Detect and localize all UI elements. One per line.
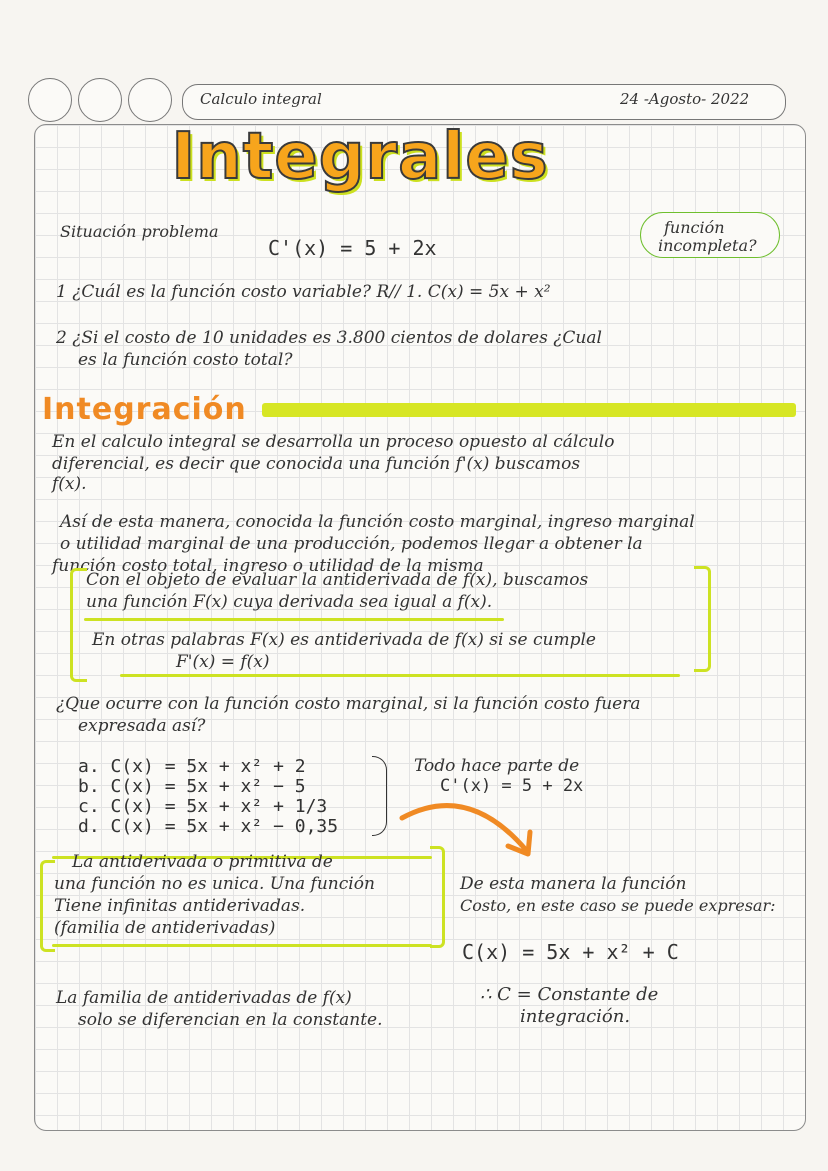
paragraph-2-line-3: función costo total, ingreso o utilidad de la misma xyxy=(52,556,484,576)
bubble-text-2: incompleta? xyxy=(658,236,757,255)
box1-underline-2 xyxy=(120,674,680,677)
box1-line-3: En otras palabras F(x) es antiderivada de f(x) si se cumple xyxy=(92,630,596,650)
right-text-line-2: Costo, en este caso se puede expresar: xyxy=(460,896,776,915)
option-c: c. C(x) = 5x + x² + 1/3 xyxy=(78,796,328,817)
decor-circle-2 xyxy=(78,78,122,122)
box2-underline-bottom xyxy=(52,944,432,947)
box1-line-4: F'(x) = f(x) xyxy=(176,652,270,672)
constant-line-2: integración. xyxy=(520,1006,631,1027)
box2-right-bracket xyxy=(430,846,445,948)
page-title: Integrales xyxy=(171,120,549,194)
option-d: d. C(x) = 5x + x² − 0,35 xyxy=(78,816,339,837)
family-line-1: La familia de antiderivadas de f(x) xyxy=(56,988,352,1008)
decor-circle-3 xyxy=(128,78,172,122)
box2-left-bracket xyxy=(40,860,55,952)
box1-left-bracket xyxy=(70,568,87,682)
final-formula: C(x) = 5x + x² + C xyxy=(462,940,679,964)
intro-line-1: En el calculo integral se desarrolla un proceso opuesto al cálculo xyxy=(52,432,615,452)
option-a: a. C(x) = 5x + x² + 2 xyxy=(78,756,306,777)
intro-line-2: diferencial, es decir que conocida una función f'(x) buscamos xyxy=(52,454,581,474)
family-line-2: solo se diferencian en la constante. xyxy=(78,1010,383,1030)
right-text-line-1: De esta manera la función xyxy=(460,874,687,894)
question-3-line-2: expresada así? xyxy=(78,716,206,736)
box2-line-1: La antiderivada o primitiva de xyxy=(72,852,333,872)
intro-line-3: f(x). xyxy=(52,474,87,494)
box2-line-4: (familia de antiderivadas) xyxy=(54,918,276,938)
paragraph-2-line-2: o utilidad marginal de una producción, podemos llegar a obtener la xyxy=(60,534,643,554)
box2-line-2: una función no es unica. Una función xyxy=(54,874,375,894)
constant-line-1: ∴ C = Constante de xyxy=(480,984,659,1005)
question-3-line-1: ¿Que ocurre con la función costo marginal, si la función costo fuera xyxy=(56,694,641,714)
box1-line-1: Con el objeto de evaluar la antiderivada de f(x), buscamos xyxy=(86,570,589,590)
question-2-line-1: 2 ¿Si el costo de 10 unidades es 3.800 cientos de dolares ¿Cual xyxy=(56,328,602,348)
date-label: 24 -Agosto- 2022 xyxy=(620,90,750,108)
option-b: b. C(x) = 5x + x² − 5 xyxy=(78,776,306,797)
options-brace xyxy=(372,756,387,836)
bubble-text-1: función xyxy=(664,218,725,237)
paragraph-2-line-1: Así de esta manera, conocida la función costo marginal, ingreso marginal xyxy=(60,512,695,532)
grid-paper xyxy=(34,124,806,1131)
decor-circle-1 xyxy=(28,78,72,122)
todo-line-1: Todo hace parte de xyxy=(414,756,580,776)
highlight-bar xyxy=(262,403,796,417)
question-1: 1 ¿Cuál es la función costo variable? R// 1. C(x) = 5x + x² xyxy=(56,282,551,302)
box1-underline-1 xyxy=(84,618,504,621)
problem-label: Situación problema xyxy=(60,222,219,241)
question-2-line-2: es la función costo total? xyxy=(78,350,293,370)
problem-formula: C'(x) = 5 + 2x xyxy=(268,236,437,260)
box1-line-2: una función F(x) cuya derivada sea igual a f(x). xyxy=(86,592,493,612)
section-title: Integración xyxy=(42,392,247,427)
todo-line-2: C'(x) = 5 + 2x xyxy=(440,776,584,796)
box2-line-3: Tiene infinitas antiderivadas. xyxy=(54,896,306,916)
subject-label: Calculo integral xyxy=(200,90,322,108)
box1-right-bracket xyxy=(694,566,711,672)
